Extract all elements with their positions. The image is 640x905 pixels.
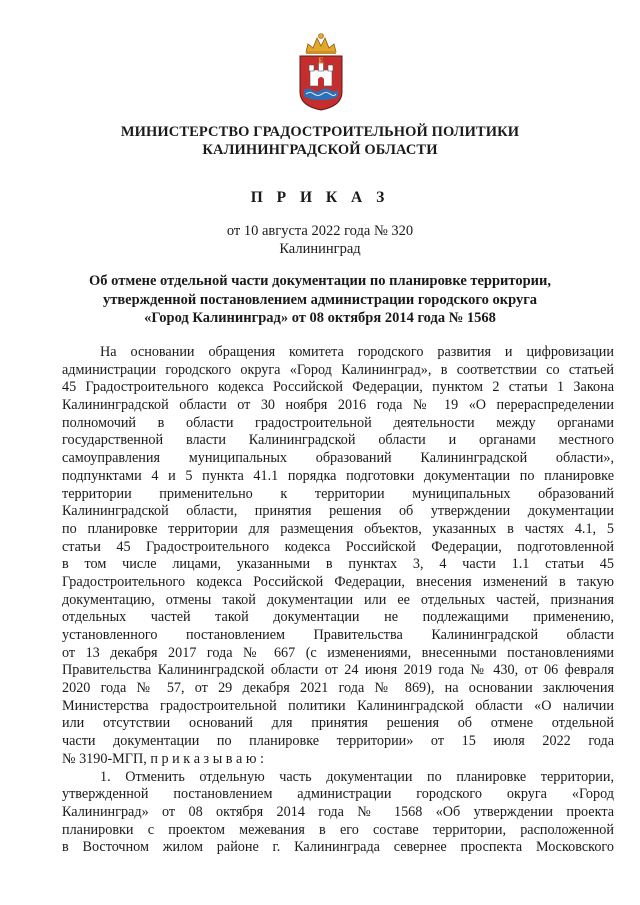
body-line: 1. Отменить отдельную часть документации по планировке территории, [100, 768, 614, 785]
ministry-name-line2: КАЛИНИНГРАДСКОЙ ОБЛАСТИ [202, 142, 438, 158]
body-line: утвержденной постановлением администрации городского округа «Город [62, 786, 614, 803]
document-title-line2: утвержденной постановлением администрации городского округа [102, 291, 538, 308]
body-line: планировки с проектом межевания в его составе территории, расположенной [62, 821, 614, 838]
body-line: статьи 45 Градостроительного кодекса Российской Федерации, подготовленной [62, 538, 614, 555]
body-line: Калининградской области, принятия решения об утверждении документации [62, 503, 614, 520]
body-line: по планировке территории для размещения объектов, указанных в частях 4.1, 5 [62, 520, 614, 537]
document-city: Калининград [279, 241, 361, 257]
body-line: полномочий в области градостроительной деятельности между органами [62, 414, 614, 431]
body-line: администрации городского округа «Город Калининград», в соответствии со статьей [62, 361, 614, 378]
body-line: части документации по планировке территории» от 15 июля 2022 года [62, 733, 614, 750]
body-line: Калининградской области от 30 ноября 2016 года № 19 «О перераспределении [62, 397, 614, 414]
body-line: подпунктами 4 и 5 пункта 41.1 порядка подготовки документации по планировке [62, 467, 614, 484]
shield-icon [300, 56, 342, 110]
body-line: установленного постановлением Правительства Калининградской области [62, 627, 614, 643]
crown-icon [306, 34, 336, 55]
document-title-line3: «Город Калининград» от 08 октября 2014 года № 1568 [144, 310, 496, 326]
document-title-line1: Об отмене отдельной части документации по планировке территории, [88, 273, 551, 289]
body-line: Правительства Калининградской области от 24 июня 2019 года № 430, от 06 февраля [62, 662, 614, 679]
coat-of-arms-icon [296, 30, 346, 112]
body-line: 45 Градостроительного кодекса Российской Федерации, пунктом 2 статьи 1 Закона [62, 379, 614, 396]
body-line: Градостроительного кодекса Российской Федерации, внесения изменений в такую [62, 573, 614, 590]
ministry-name-line1: МИНИСТЕРСТВО ГРАДОСТРОИТЕЛЬНОЙ ПОЛИТИКИ [120, 124, 520, 140]
body-line: от 13 декабря 2017 года № 667 (с изменениями, внесенными постановлениями [62, 644, 614, 661]
document-type: П Р И К А З [250, 189, 390, 206]
body-line: Министерства градостроительной политики Калининградской области «О наличии [62, 697, 614, 714]
body-line: в Восточном жилом районе г. Калининграда севернее проспекта Московского [62, 839, 614, 856]
body-line: в том числе лицами, указанными в пунктах 3, 4 части 1.1 статьи 45 [62, 556, 614, 573]
body-line: № 3190-МГП, п р и к а з ы в а ю : [62, 750, 264, 767]
body-line: Калининград» от 08 октября 2014 года № 1568 «Об утверждении проекта [62, 803, 614, 820]
body-line: 2020 года № 57, от 29 декабря 2021 года № 869), на основании заключения [62, 680, 614, 697]
body-line: документацию, отмены такой документации или ее отдельных частей, признания [62, 591, 614, 608]
body-line: государственной власти Калининградской области и органами местного [62, 432, 614, 449]
body-line: отдельных частей такой документации не подлежащими применению, [62, 609, 614, 626]
document-date-number: от 10 августа 2022 года № 320 [226, 223, 414, 239]
document-body [62, 344, 614, 857]
svg-text:Е: Е [318, 56, 324, 65]
body-line: На основании обращения комитета городского развития и цифровизации [100, 344, 614, 360]
body-line: или отсутствии оснований для принятия решения об отмене отдельной [62, 715, 614, 732]
body-line: самоуправления муниципальных образований Калининградской области», [62, 450, 614, 467]
body-line: территории применительно к территории муниципальных образований [62, 485, 614, 502]
